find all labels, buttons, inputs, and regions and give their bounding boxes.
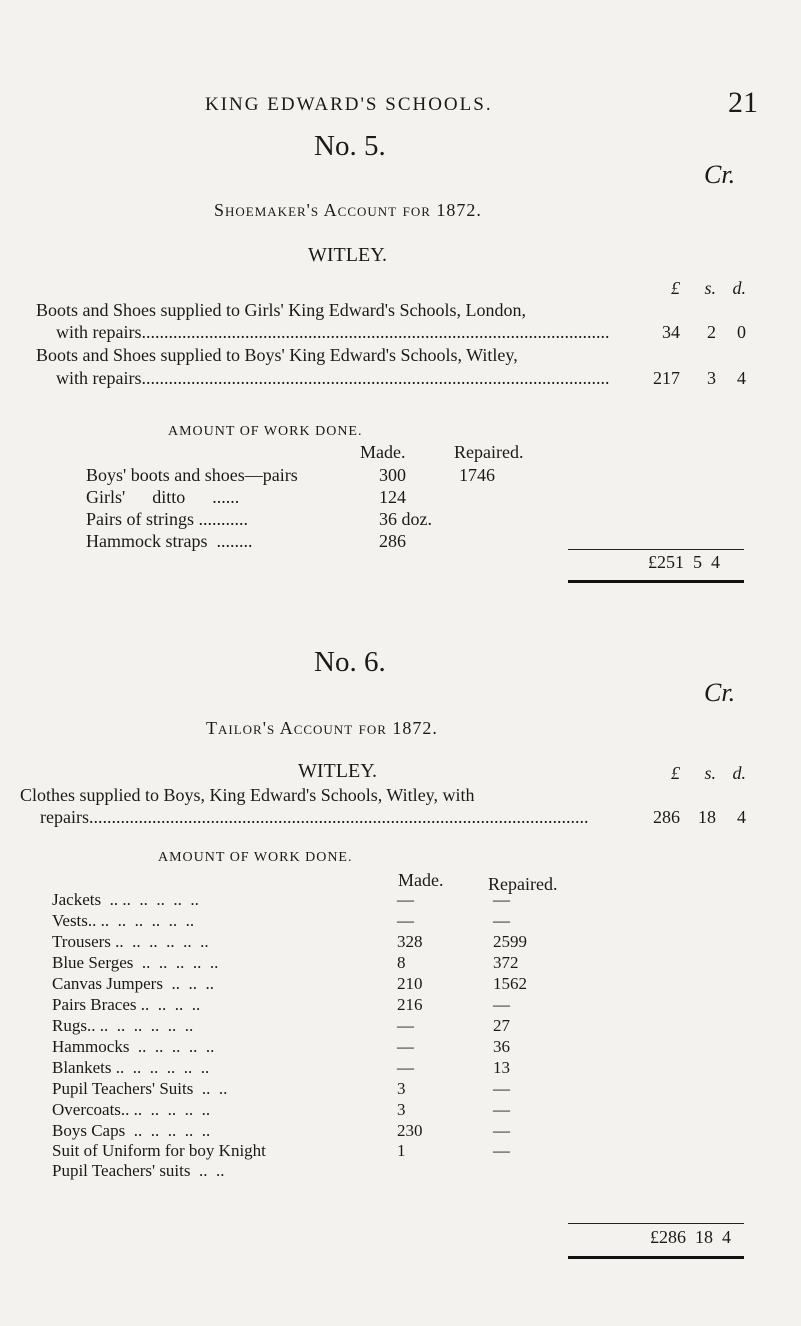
account-6-total-rule (568, 1223, 744, 1224)
work-label: Pairs of strings ........... (86, 509, 248, 529)
work-label: Hammocks .. .. .. .. .. (52, 1037, 215, 1056)
work-made: 3 (397, 1079, 406, 1098)
work-repaired: 372 (493, 953, 519, 972)
work-row (52, 911, 510, 931)
amount-shillings: 3 (707, 368, 716, 388)
account-6-col-repaired: Repaired. (488, 874, 558, 894)
work-repaired: — (493, 1141, 510, 1160)
work-row (52, 1079, 510, 1099)
work-made: 210 (397, 974, 423, 993)
amount-pence: 4 (737, 368, 746, 388)
pence-head: d. (732, 278, 746, 298)
work-made: 300 (379, 465, 406, 485)
work-row (52, 974, 527, 994)
work-row (52, 1141, 510, 1161)
amount-shillings: 18 (698, 807, 716, 827)
work-label: Girls' ditto ...... (86, 487, 240, 507)
account-6-place: WITLEY. (298, 760, 378, 782)
work-label: Blue Serges .. .. .. .. .. (52, 953, 219, 972)
account-5-entry-2-amount (640, 368, 746, 389)
account-6-currency-heads (640, 763, 746, 784)
work-label: Pupil Teachers' suits .. .. (52, 1161, 225, 1180)
work-label: Overcoats.. .. .. .. .. .. (52, 1100, 211, 1119)
work-row (52, 953, 519, 973)
work-row (86, 509, 459, 530)
work-made: — (397, 1037, 414, 1056)
work-label: Blankets .. .. .. .. .. .. (52, 1058, 210, 1077)
account-5-entry-2-line1: Boots and Shoes supplied to Boys' King Edward's Schools, Witley, (36, 345, 518, 365)
work-row (52, 1037, 510, 1057)
work-repaired: — (493, 1100, 510, 1119)
work-label: Hammock straps ........ (86, 531, 253, 551)
account-5-entry-1-line1: Boots and Shoes supplied to Girls' King Edward's Schools, London, (36, 300, 526, 320)
account-5-entry-2-line2: with repairs........................................................................................................ (56, 368, 610, 388)
account-5-currency-heads (640, 278, 746, 299)
work-label: Pairs Braces .. .. .. .. (52, 995, 201, 1014)
work-row (52, 932, 527, 952)
work-repaired: — (493, 995, 510, 1014)
work-label: Pupil Teachers' Suits .. .. (52, 1079, 228, 1098)
work-row (52, 1058, 510, 1078)
work-made: — (397, 1058, 414, 1077)
work-repaired: — (493, 890, 510, 909)
work-made: 328 (397, 932, 423, 951)
account-6-work-table (52, 890, 552, 1210)
account-5-col-repaired: Repaired. (454, 442, 524, 462)
work-repaired: — (493, 1079, 510, 1098)
work-repaired: 1746 (459, 465, 495, 485)
account-6-col-made: Made. (398, 870, 444, 890)
shillings-head: s. (704, 763, 716, 783)
work-label: Canvas Jumpers .. .. .. (52, 974, 214, 993)
amount-pounds: 217 (653, 368, 680, 388)
amount-pounds: 34 (662, 322, 680, 342)
work-made: 286 (379, 531, 406, 551)
work-made: — (397, 1016, 414, 1035)
work-made: 1 (397, 1141, 406, 1160)
work-repaired: 27 (493, 1016, 510, 1035)
pounds-head: £ (671, 763, 680, 783)
account-6-entry-line1: Clothes supplied to Boys, King Edward's Schools, Witley, with (20, 785, 475, 805)
account-6-entry-amount (640, 807, 746, 828)
account-5-title: Shoemaker's Account for 1872. (214, 200, 482, 220)
account-6-number: No. 6. (314, 646, 386, 678)
running-title: KING EDWARD'S SCHOOLS. (205, 94, 493, 115)
work-row (52, 1100, 510, 1120)
pence-head: d. (732, 763, 746, 783)
pounds-head: £ (671, 278, 680, 298)
work-label: Jackets .. .. .. .. .. .. (52, 890, 199, 909)
shillings-head: s. (704, 278, 716, 298)
account-5-work-heading: AMOUNT OF WORK DONE. (168, 424, 363, 439)
work-label: Vests.. .. .. .. .. .. .. (52, 911, 195, 930)
work-repaired: 2599 (493, 932, 527, 951)
account-5-entry-1-line2: with repairs........................................................................................................ (56, 322, 610, 342)
work-made: 230 (397, 1121, 423, 1140)
work-made: 216 (397, 995, 423, 1014)
account-6-double-rule (568, 1256, 744, 1259)
work-label: Rugs.. .. .. .. .. .. .. (52, 1016, 194, 1035)
work-repaired: — (493, 911, 510, 930)
page-number: 21 (728, 86, 758, 119)
account-6-cr: Cr. (704, 678, 736, 707)
work-made: 124 (379, 487, 406, 507)
work-label: Boys Caps .. .. .. .. .. (52, 1121, 211, 1140)
work-row (86, 531, 459, 552)
work-made: 36 doz. (379, 509, 432, 529)
work-row (86, 465, 495, 486)
work-row (52, 1161, 493, 1181)
account-5-col-made: Made. (360, 442, 406, 462)
account-6-title: Tailor's Account for 1872. (206, 718, 438, 738)
account-5-number: No. 5. (314, 130, 386, 162)
work-repaired: 36 (493, 1037, 510, 1056)
work-made: 8 (397, 953, 406, 972)
work-label: Trousers .. .. .. .. .. .. (52, 932, 209, 951)
amount-pounds: 286 (653, 807, 680, 827)
amount-pence: 0 (737, 322, 746, 342)
work-made: 3 (397, 1100, 406, 1119)
work-label: Suit of Uniform for boy Knight (52, 1141, 266, 1160)
account-5-total: £251 5 4 (648, 552, 720, 572)
work-made: — (397, 890, 414, 909)
work-made: — (397, 911, 414, 930)
account-5-entry-1-amount (640, 322, 746, 343)
work-row (52, 1016, 510, 1036)
work-label: Boys' boots and shoes—pairs (86, 465, 298, 485)
amount-pence: 4 (737, 807, 746, 827)
work-row (86, 487, 459, 508)
account-5-place: WITLEY. (308, 244, 388, 266)
work-repaired: — (493, 1121, 510, 1140)
work-row (52, 995, 510, 1015)
account-6-work-heading: AMOUNT OF WORK DONE. (158, 850, 353, 865)
account-5-cr: Cr. (704, 160, 736, 189)
amount-shillings: 2 (707, 322, 716, 342)
account-5-total-rule (568, 549, 744, 550)
account-5-double-rule (568, 580, 744, 583)
work-row (52, 1121, 510, 1141)
account-6-total: £286 18 4 (650, 1227, 731, 1247)
account-6-entry-line2: repairs............................................................................................................... (40, 807, 589, 827)
work-repaired: 13 (493, 1058, 510, 1077)
work-repaired: 1562 (493, 974, 527, 993)
work-row (52, 890, 510, 910)
